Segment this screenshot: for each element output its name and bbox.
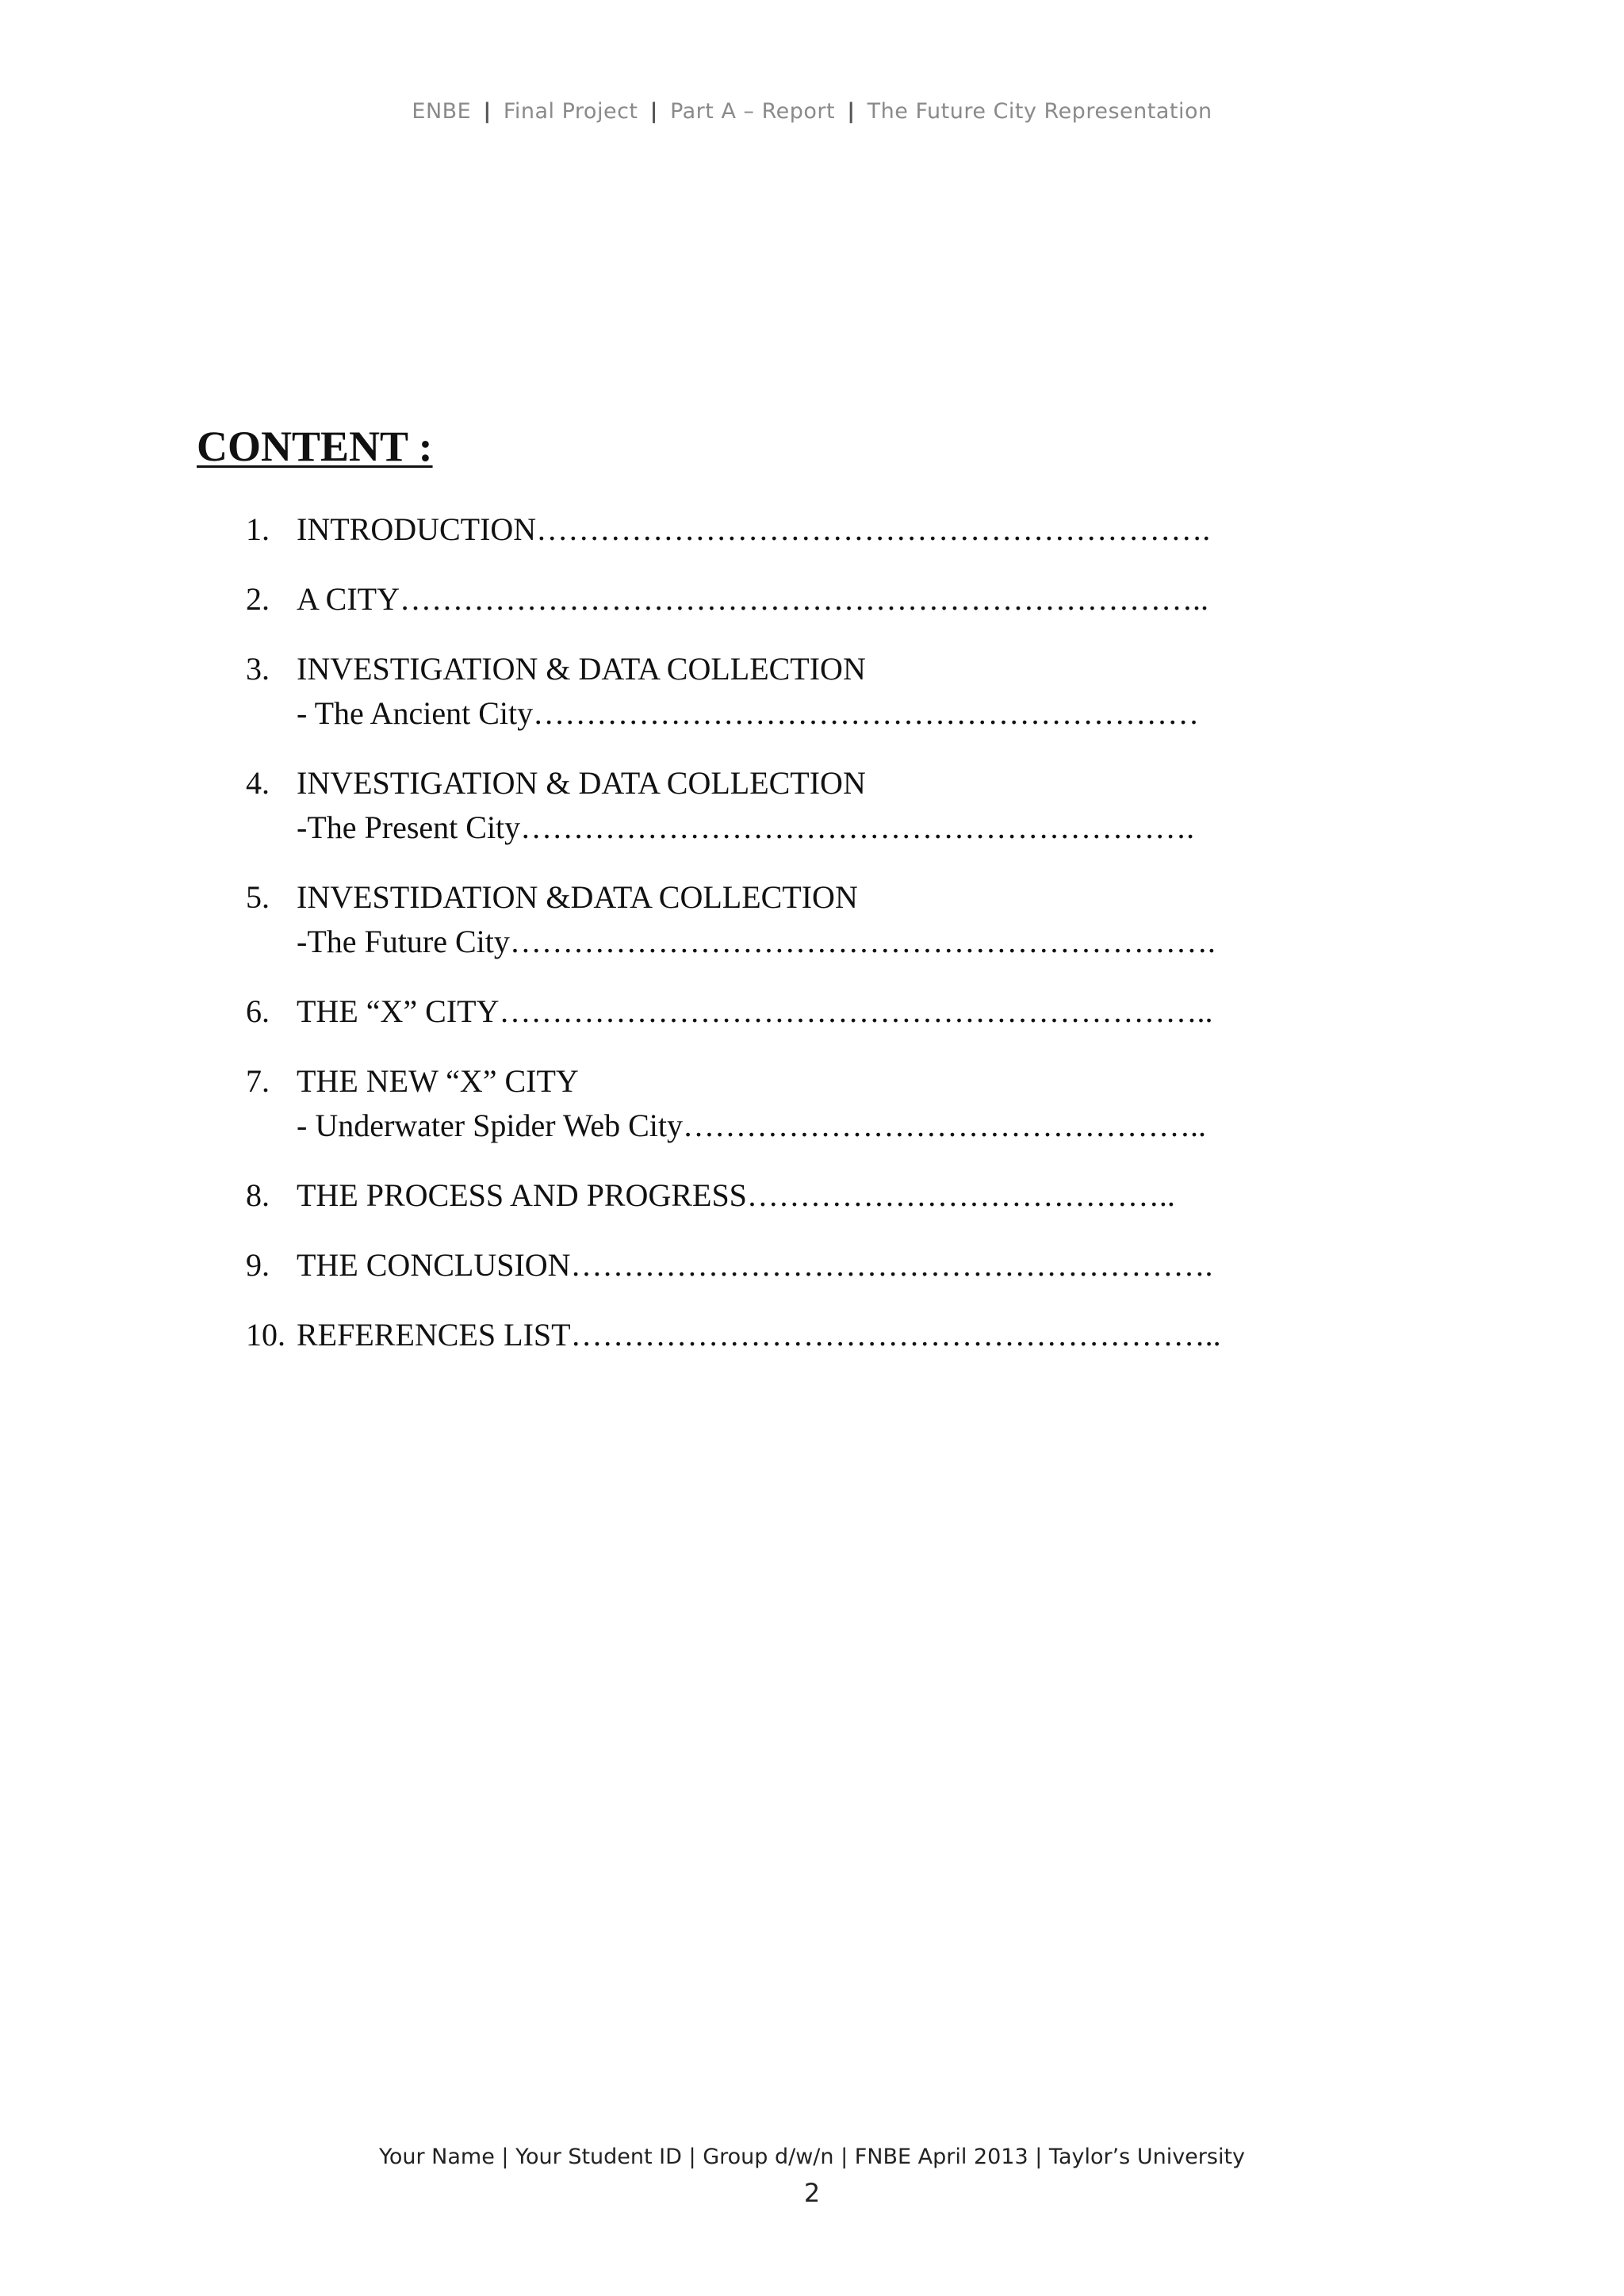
toc-number: 1. [246, 511, 270, 547]
toc-number: 6. [246, 993, 270, 1029]
toc-item-conclusion [246, 1243, 1261, 1288]
toc-number: 3. [246, 651, 270, 687]
toc-item-present-city [246, 761, 1261, 850]
page-footer: Your Name | Your Student ID | Group d/w/n | FNBE April 2013 | Taylor’s University [378, 2145, 1246, 2169]
toc-entry: THE NEW “X” CITY [297, 1063, 579, 1099]
toc-subentry: -The Present City………………………………………………………. [297, 809, 1195, 845]
toc-entry: REFERENCES LIST…………………………………………………….. [297, 1317, 1221, 1353]
toc-entry: THE “X” CITY………………………………………………………….. [297, 993, 1213, 1029]
toc-entry: INVESTIDATION &DATA COLLECTION [297, 879, 858, 915]
toc-entry: A CITY………………………………………………………………….. [297, 581, 1208, 617]
header-course: ENBE [412, 99, 472, 124]
toc-number: 8. [246, 1177, 270, 1213]
header-project: Final Project [503, 99, 638, 124]
toc-number: 4. [246, 765, 270, 801]
toc-number: 2. [246, 581, 270, 617]
toc-entry: THE PROCESS AND PROGRESS………………………………….. [297, 1177, 1175, 1213]
toc-number: 10. [246, 1317, 285, 1353]
toc-item-x-city [246, 989, 1261, 1034]
table-of-contents [246, 507, 1261, 1383]
page-header [0, 99, 1624, 124]
toc-item-ancient-city [246, 647, 1261, 736]
page-number: 2 [803, 2178, 821, 2208]
header-separator: | [649, 99, 658, 124]
toc-subentry: - Underwater Spider Web City………………………………………….. [297, 1108, 1207, 1143]
toc-subentry: -The Future City…………………………………………………………. [297, 924, 1216, 959]
header-separator: | [847, 99, 856, 124]
toc-item-references [246, 1313, 1261, 1357]
toc-number: 5. [246, 879, 270, 915]
toc-item-process-progress [246, 1173, 1261, 1218]
toc-item-new-x-city [246, 1059, 1261, 1148]
toc-number: 7. [246, 1063, 270, 1099]
toc-subentry: - The Ancient City……………………………………………………… [297, 695, 1200, 731]
toc-entry: INVESTIGATION & DATA COLLECTION [297, 765, 866, 801]
header-separator: | [483, 99, 492, 124]
toc-item-a-city [246, 577, 1261, 622]
toc-item-introduction [246, 507, 1261, 552]
toc-entry: INTRODUCTION………………………………………………………. [297, 511, 1211, 547]
toc-item-future-city [246, 875, 1261, 964]
content-heading: CONTENT : [197, 423, 433, 470]
header-part: Part A – Report [670, 99, 836, 124]
toc-number: 9. [246, 1247, 270, 1283]
toc-entry: THE CONCLUSION……………………………………………………. [297, 1247, 1213, 1283]
header-title: The Future City Representation [867, 99, 1212, 124]
toc-entry: INVESTIGATION & DATA COLLECTION [297, 651, 866, 687]
